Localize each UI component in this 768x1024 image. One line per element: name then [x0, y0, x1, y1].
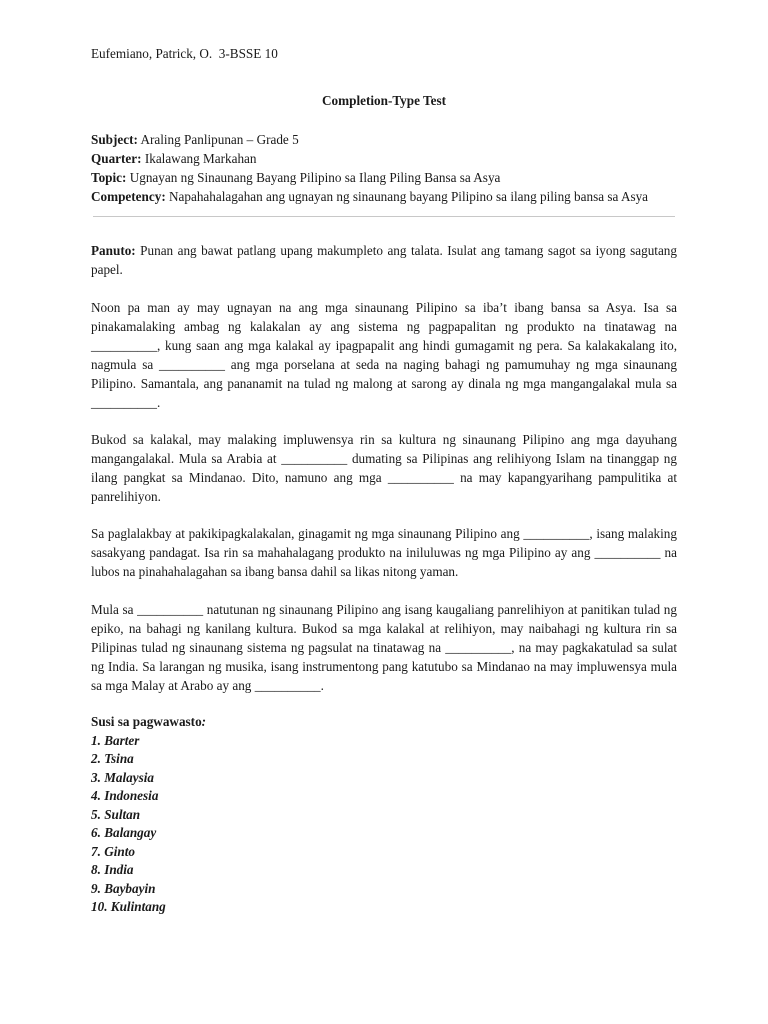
topic-label: Topic:: [91, 170, 127, 185]
subject-value: Araling Panlipunan – Grade 5: [137, 132, 299, 147]
answer-key-item: 3. Malaysia: [91, 769, 155, 785]
answer-key-item: 6. Balangay: [91, 825, 157, 840]
paragraph-1: Noon pa man ay may ugnayan na ang mga sinaunang Pilipino sa iba’t ibang bansa sa Asya. Isa sa pinakamalaking ambag ng kalakalan ay ang sistema ng pagpapalitan ng produkto na tinatawag na __________, kung saan ang mga kalakal ay ipagpapalit ang hindi gumagamit ng pera. Sa kalakakalang ito, nagmula sa __________ ang mga porselana at seda na naging bahagi ng pamumuhay ng mga sinaunang Pilipino. Samantala, ang pananamit na tulad ng malong at sarong ay dinala ng mga mangangalakal mula sa __________.: [91, 300, 677, 410]
answer-key-colon: :: [201, 714, 207, 729]
author-line: Eufemiano, Patrick, O. 3-BSSE 10: [91, 46, 278, 61]
answer-key: [91, 713, 391, 917]
divider: [93, 216, 675, 217]
competency-line: [91, 187, 691, 206]
answer-key-item: 8. India: [91, 862, 134, 877]
instructions: [91, 242, 677, 280]
subject-line: [91, 130, 691, 149]
topic-value: Ugnayan ng Sinaunang Bayang Pilipino sa Ilang Piling Bansa sa Asya: [126, 170, 501, 185]
answer-key-item: 7. Ginto: [91, 843, 135, 859]
answer-key-title-text: Susi sa pagwawasto: [91, 714, 202, 729]
quarter-value: Ikalawang Markahan: [141, 151, 257, 166]
topic-line: [91, 168, 691, 187]
competency-label: Competency:: [91, 189, 166, 204]
test-metadata: [91, 130, 691, 206]
quarter-label: Quarter:: [91, 151, 142, 166]
answer-key-item: 2. Tsina: [91, 751, 134, 766]
paragraph-2: Bukod sa kalakal, may malaking impluwensya rin sa kultura ng sinaunang Pilipino ang mga dayuhang mangangalakal. Mula sa Arabia at __________ dumating sa Pilipinas ang relihiyong Islam na tinanggap ng ilang pangkat sa Mindanao. Dito, namuno ang mga __________ na may kapangyarihang pampulitika at panrelihiyon.: [91, 432, 677, 504]
answer-key-item: 4. Indonesia: [91, 788, 159, 803]
answer-key-title: [91, 713, 391, 732]
instructions-text: Punan ang bawat patlang upang makumpleto ang talata. Isulat ang tamang sagot sa iyong sagutang papel.: [91, 243, 677, 277]
paragraph-4: Mula sa __________ natutunan ng sinaunang Pilipino ang isang kaugaliang panrelihiyon at panitikan tulad ng epiko, na bahagi ng kanilang kultura. Bukod sa mga kalakal at relihiyon, may naibahagi ng kultura rin sa Pilipinas tulad ng sinaunang sistema ng pagsulat na tinatawag na __________, na may pagkakatulad sa sulat ng India. Sa larangan ng musika, isang instrumentong pang katutubo sa Mindanao na may impluwensya mula sa mga Malay at Arabo ay ang __________.: [91, 602, 677, 693]
competency-value: Napahahalagahan ang ugnayan ng sinaunang bayang Pilipino sa ilang piling bansa sa Asya: [165, 189, 649, 204]
paragraph-3: Sa paglalakbay at pakikipagkalakalan, ginagamit ng mga sinaunang Pilipino ang __________, isang malaking sasakyang pandagat. Isa rin sa mahahalagang produkto na iniluluwas ng mga Pilipino ay ang __________ na lubos na pinahahalagahan sa ibang bansa dahil sa likas nitong yaman.: [91, 526, 677, 579]
answer-key-item: 5. Sultan: [91, 806, 141, 822]
page-title: Completion-Type Test: [322, 93, 446, 108]
quarter-line: [91, 149, 691, 168]
instructions-label: Panuto:: [91, 243, 136, 258]
subject-label: Subject:: [91, 132, 138, 147]
answer-key-item: 9. Baybayin: [91, 880, 156, 896]
answer-key-item: 1. Barter: [91, 732, 140, 748]
answer-key-item: 10. Kulintang: [91, 899, 166, 914]
